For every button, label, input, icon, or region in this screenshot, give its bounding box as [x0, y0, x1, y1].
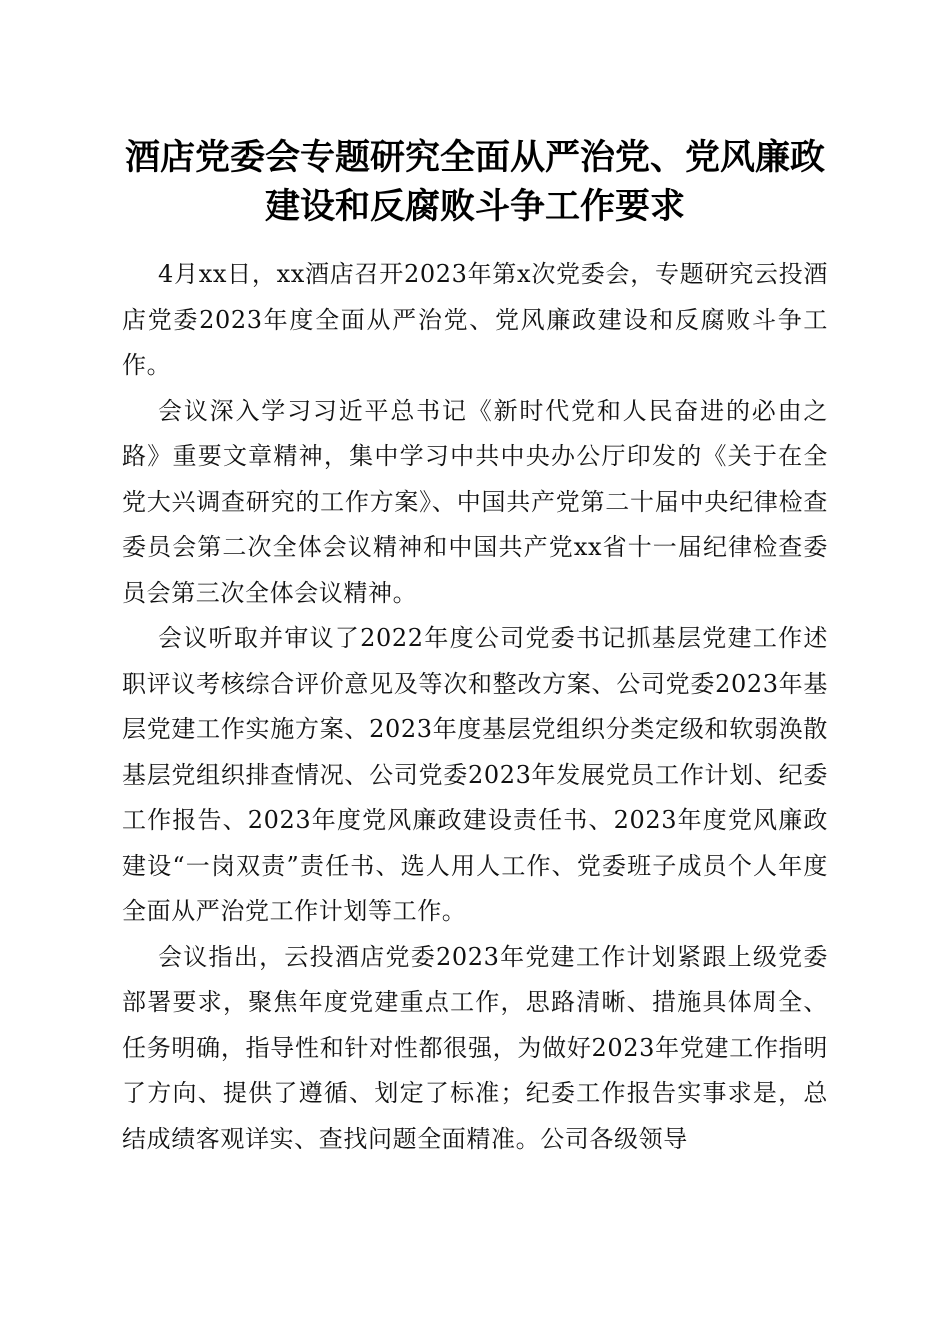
paragraph-review-items: 会议听取并审议了2022年度公司党委书记抓基层党建工作述职评议考核综合评价意见及等次和整改方案、公司党委2023年基层党建工作实施方案、2023年度基层党组织分类定级和软弱涣散基层党组织排查情况、公司党委2023年发展党员工作计划、纪委工作报告、2023年度党风廉政建设责任书、2023年度党风廉政建设“一岗双责”责任书、选人用人工作、党委班子成员个人年度全面从严治党工作计划等工作。: [122, 624, 828, 925]
title-line-1: 酒店党委会专题研究全面从严治党、党风廉政: [124, 137, 825, 178]
paragraph-meeting-intro: 4月xx日，xx酒店召开2023年第x次党委会，专题研究云投酒店党委2023年度全面从严治党、党风廉政建设和反腐败斗争工作。: [122, 260, 828, 379]
title-line-2: 建设和反腐败斗争工作要求: [264, 186, 685, 227]
document-title: [90, 133, 860, 231]
document-body: [122, 252, 828, 1162]
paragraph-meeting-remarks: 会议指出，云投酒店党委2023年党建工作计划紧跟上级党委部署要求，聚焦年度党建重点工作，思路清晰、措施具体周全、任务明确，指导性和针对性都很强，为做好2023年党建工作指明了方向、提供了遵循、划定了标准；纪委工作报告实事求是，总结成绩客观详实、查找问题全面精准。公司各级领导: [122, 942, 828, 1153]
paragraph-study-content: 会议深入学习习近平总书记《新时代党和人民奋进的必由之路》重要文章精神，集中学习中共中央办公厅印发的《关于在全党大兴调查研究的工作方案》、中国共产党第二十届中央纪律检查委员会第二次全体会议精神和中国共产党xx省十一届纪律检查委员会第三次全体会议精神。: [122, 396, 828, 607]
